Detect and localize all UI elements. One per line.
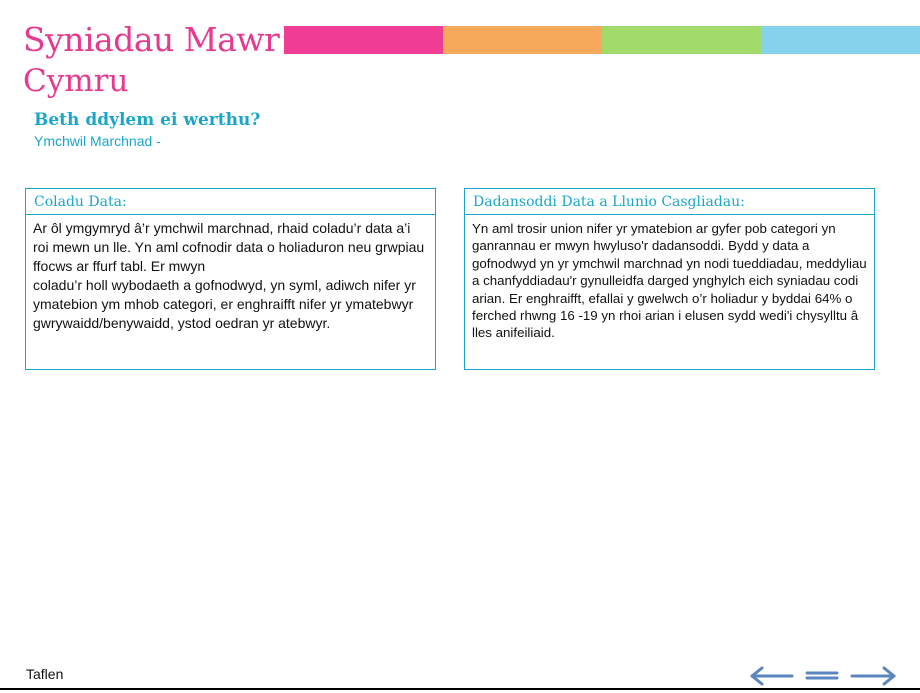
arrow-left-icon <box>748 662 794 688</box>
arrow-right-icon <box>850 662 898 688</box>
page-title: Beth ddylem ei werthu? <box>34 110 261 130</box>
card-analysing-data <box>464 188 875 370</box>
card-title: Dadansoddi Data a Llunio Casgliadau: <box>465 189 874 215</box>
footer-divider <box>0 688 920 690</box>
prev-button[interactable] <box>748 662 794 688</box>
stripe-blue <box>761 26 920 54</box>
footer-label: Taflen <box>26 666 64 682</box>
stripe-green <box>602 26 761 54</box>
brand-title: Syniadau Mawr <box>23 20 280 59</box>
stripe-orange <box>443 26 602 54</box>
next-button[interactable] <box>850 662 898 688</box>
home-button[interactable] <box>804 662 840 688</box>
card-body: Yn aml trosir union nifer yr ymatebion ar gyfer pob categori yn ganrannau er mwyn hwyluso'r dadansoddi. Bydd y data a gofnodwyd yn yr ymchwil marchnad yn nodi tueddiadau, meddyliau a chanfyddiadau'r gynulleidfa darged ynghylch eich syniadau codi arian. Er enghraifft, efallai y gwelwch o’r holiadur y byddai 64% o ferched rhwng 16 -19 yn rhoi arian i elusen sydd wedi'i chysylltu â lles anifeiliaid. <box>472 221 867 341</box>
menu-bars-icon <box>804 662 840 688</box>
card-collating-data <box>25 188 436 370</box>
brand-subtitle: Cymru <box>23 63 129 99</box>
stripe-pink <box>284 26 443 54</box>
page-subtitle: Ymchwil Marchnad - <box>34 133 161 149</box>
card-body: Ar ôl ymgymryd â’r ymchwil marchnad, rhaid coladu’r data a’i roi mewn un lle. Yn aml cofnodir data o holiaduron neu grwpiau ffocws ar ffurf tabl. Er mwyn coladu’r holl wybodaeth a gofnodwyd, yn syml, adiwch nifer yr ymatebion ym mhob categori, er enghraifft nifer yr ymatebwyr gwrywaidd/benywaidd, ystod oedran yr atebwyr. <box>33 220 425 331</box>
color-stripe-bar <box>284 26 920 54</box>
card-title: Coladu Data: <box>26 189 435 215</box>
